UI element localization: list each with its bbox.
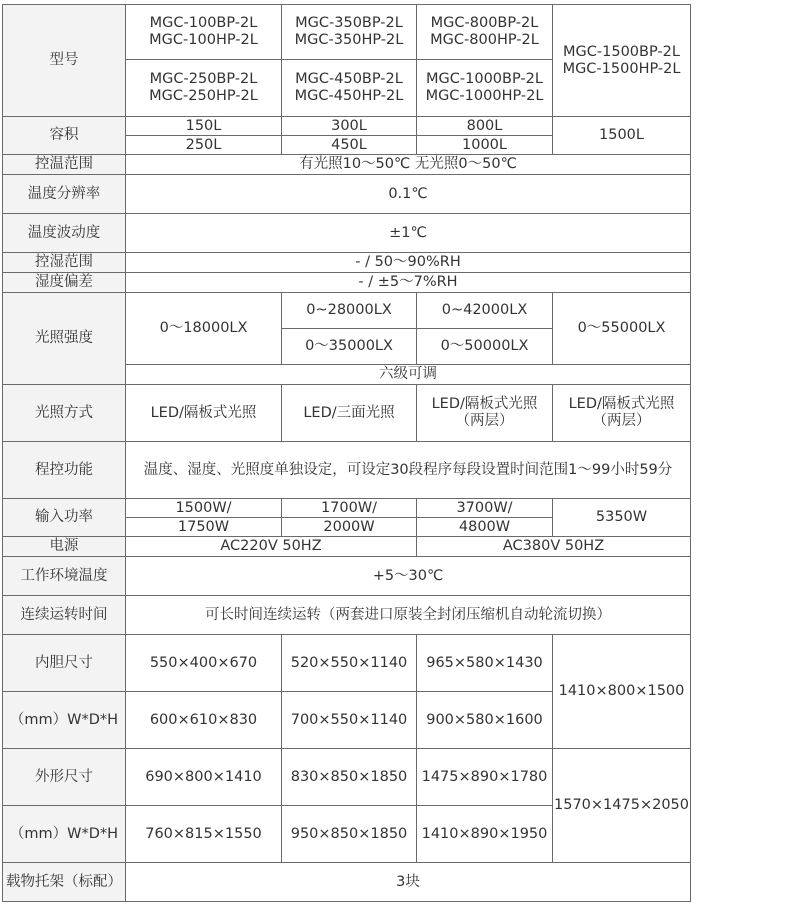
light-mode-cell: LED/隔板式光照 （两层） [553,385,691,442]
env-temp-row [3,557,691,596]
power-cell: 1750W [126,518,282,537]
light-intensity-row [3,293,691,329]
spec-table [2,4,691,902]
shelf-label: 载物托架（标配） [3,863,126,902]
light-mode-cell: LED/三面光照 [282,385,417,442]
temp-range-label: 控温范围 [3,155,126,175]
env-temp-value: +5～30℃ [126,557,691,596]
supply-cell: AC220V 50HZ [126,537,417,557]
outer-dimension-cell-large: 1570×1475×2050 [553,749,691,863]
inner-dimension-row [3,635,691,692]
power-label: 输入功率 [3,499,126,537]
power-cell: 1500W/ [126,499,282,518]
power-cell: 3700W/ [417,499,553,518]
outer-dimension-label: 外形尺寸 [3,749,126,806]
continuous-value: 可长时间连续运转（两套进口原装全封闭压缩机自动轮流切换） [126,596,691,635]
light-intensity-cell: 0～50000LX [417,329,553,365]
temp-fluctuation-label: 温度波动度 [3,214,126,253]
model-cell: MGC-250BP-2L MGC-250HP-2L [126,60,282,117]
supply-label: 电源 [3,537,126,557]
outer-dimension-cell: 760×815×1550 [126,806,282,863]
model-cell-large: MGC-1500BP-2L MGC-1500HP-2L [553,5,691,117]
capacity-row [3,117,691,136]
light-intensity-cell: 0~28000LX [282,293,417,329]
temp-fluctuation-row [3,214,691,253]
capacity-cell: 300L [282,117,417,136]
temp-resolution-row [3,175,691,214]
inner-dimension-label: 内胆尺寸 [3,635,126,692]
program-row [3,442,691,499]
capacity-cell-large: 1500L [553,117,691,155]
capacity-cell: 250L [126,136,282,155]
temp-range-value: 有光照10～50℃ 无光照0～50℃ [126,155,691,175]
light-adjust-value: 六级可调 [126,365,691,385]
outer-dimension-cell: 1475×890×1780 [417,749,553,806]
inner-dimension-cell: 520×550×1140 [282,635,417,692]
power-cell: 4800W [417,518,553,537]
model-cell: MGC-800BP-2L MGC-800HP-2L [417,5,553,60]
light-mode-label: 光照方式 [3,385,126,442]
power-row [3,499,691,518]
inner-dimension-unit-label: （mm）W*D*H [3,692,126,749]
model-label: 型号 [3,5,126,117]
outer-dimension-cell: 690×800×1410 [126,749,282,806]
humidity-range-label: 控湿范围 [3,253,126,273]
supply-row [3,537,691,557]
light-intensity-label: 光照强度 [3,293,126,385]
outer-dimension-unit-label: （mm）W*D*H [3,806,126,863]
shelf-row [3,863,691,902]
capacity-cell: 800L [417,117,553,136]
inner-dimension-cell: 550×400×670 [126,635,282,692]
humidity-range-row [3,253,691,273]
power-cell-large: 5350W [553,499,691,537]
model-cell: MGC-450BP-2L MGC-450HP-2L [282,60,417,117]
program-value: 温度、湿度、光照度单独设定，可设定30段程序每段设置时间范围1～99小时59分 [126,442,691,499]
light-mode-cell: LED/隔板式光照 （两层） [417,385,553,442]
continuous-label: 连续运转时间 [3,596,126,635]
temp-resolution-label: 温度分辨率 [3,175,126,214]
env-temp-label: 工作环境温度 [3,557,126,596]
humidity-deviation-label: 湿度偏差 [3,273,126,293]
light-intensity-cell: 0～35000LX [282,329,417,365]
inner-dimension-cell-large: 1410×800×1500 [553,635,691,749]
capacity-label: 容积 [3,117,126,155]
light-intensity-cell: 0~42000LX [417,293,553,329]
shelf-value: 3块 [126,863,691,902]
outer-dimension-cell: 950×850×1850 [282,806,417,863]
humidity-deviation-value: - / ±5～7%RH [126,273,691,293]
outer-dimension-cell: 1410×890×1950 [417,806,553,863]
capacity-cell: 450L [282,136,417,155]
capacity-cell: 1000L [417,136,553,155]
temp-fluctuation-value: ±1℃ [126,214,691,253]
model-cell: MGC-1000BP-2L MGC-1000HP-2L [417,60,553,117]
temp-resolution-value: 0.1℃ [126,175,691,214]
light-intensity-cell: 0～55000LX [553,293,691,365]
inner-dimension-cell: 700×550×1140 [282,692,417,749]
outer-dimension-row [3,749,691,806]
light-intensity-cell: 0～18000LX [126,293,282,365]
inner-dimension-cell: 965×580×1430 [417,635,553,692]
inner-dimension-cell: 900×580×1600 [417,692,553,749]
humidity-deviation-row [3,273,691,293]
model-row [3,5,691,60]
model-cell: MGC-350BP-2L MGC-350HP-2L [282,5,417,60]
inner-dimension-cell: 600×610×830 [126,692,282,749]
power-cell: 1700W/ [282,499,417,518]
light-mode-row [3,385,691,442]
light-mode-cell: LED/隔板式光照 [126,385,282,442]
capacity-cell: 150L [126,117,282,136]
program-label: 程控功能 [3,442,126,499]
humidity-range-value: - / 50～90%RH [126,253,691,273]
model-cell: MGC-100BP-2L MGC-100HP-2L [126,5,282,60]
power-cell: 2000W [282,518,417,537]
temp-range-row [3,155,691,175]
outer-dimension-cell: 830×850×1850 [282,749,417,806]
continuous-row [3,596,691,635]
supply-cell: AC380V 50HZ [417,537,691,557]
